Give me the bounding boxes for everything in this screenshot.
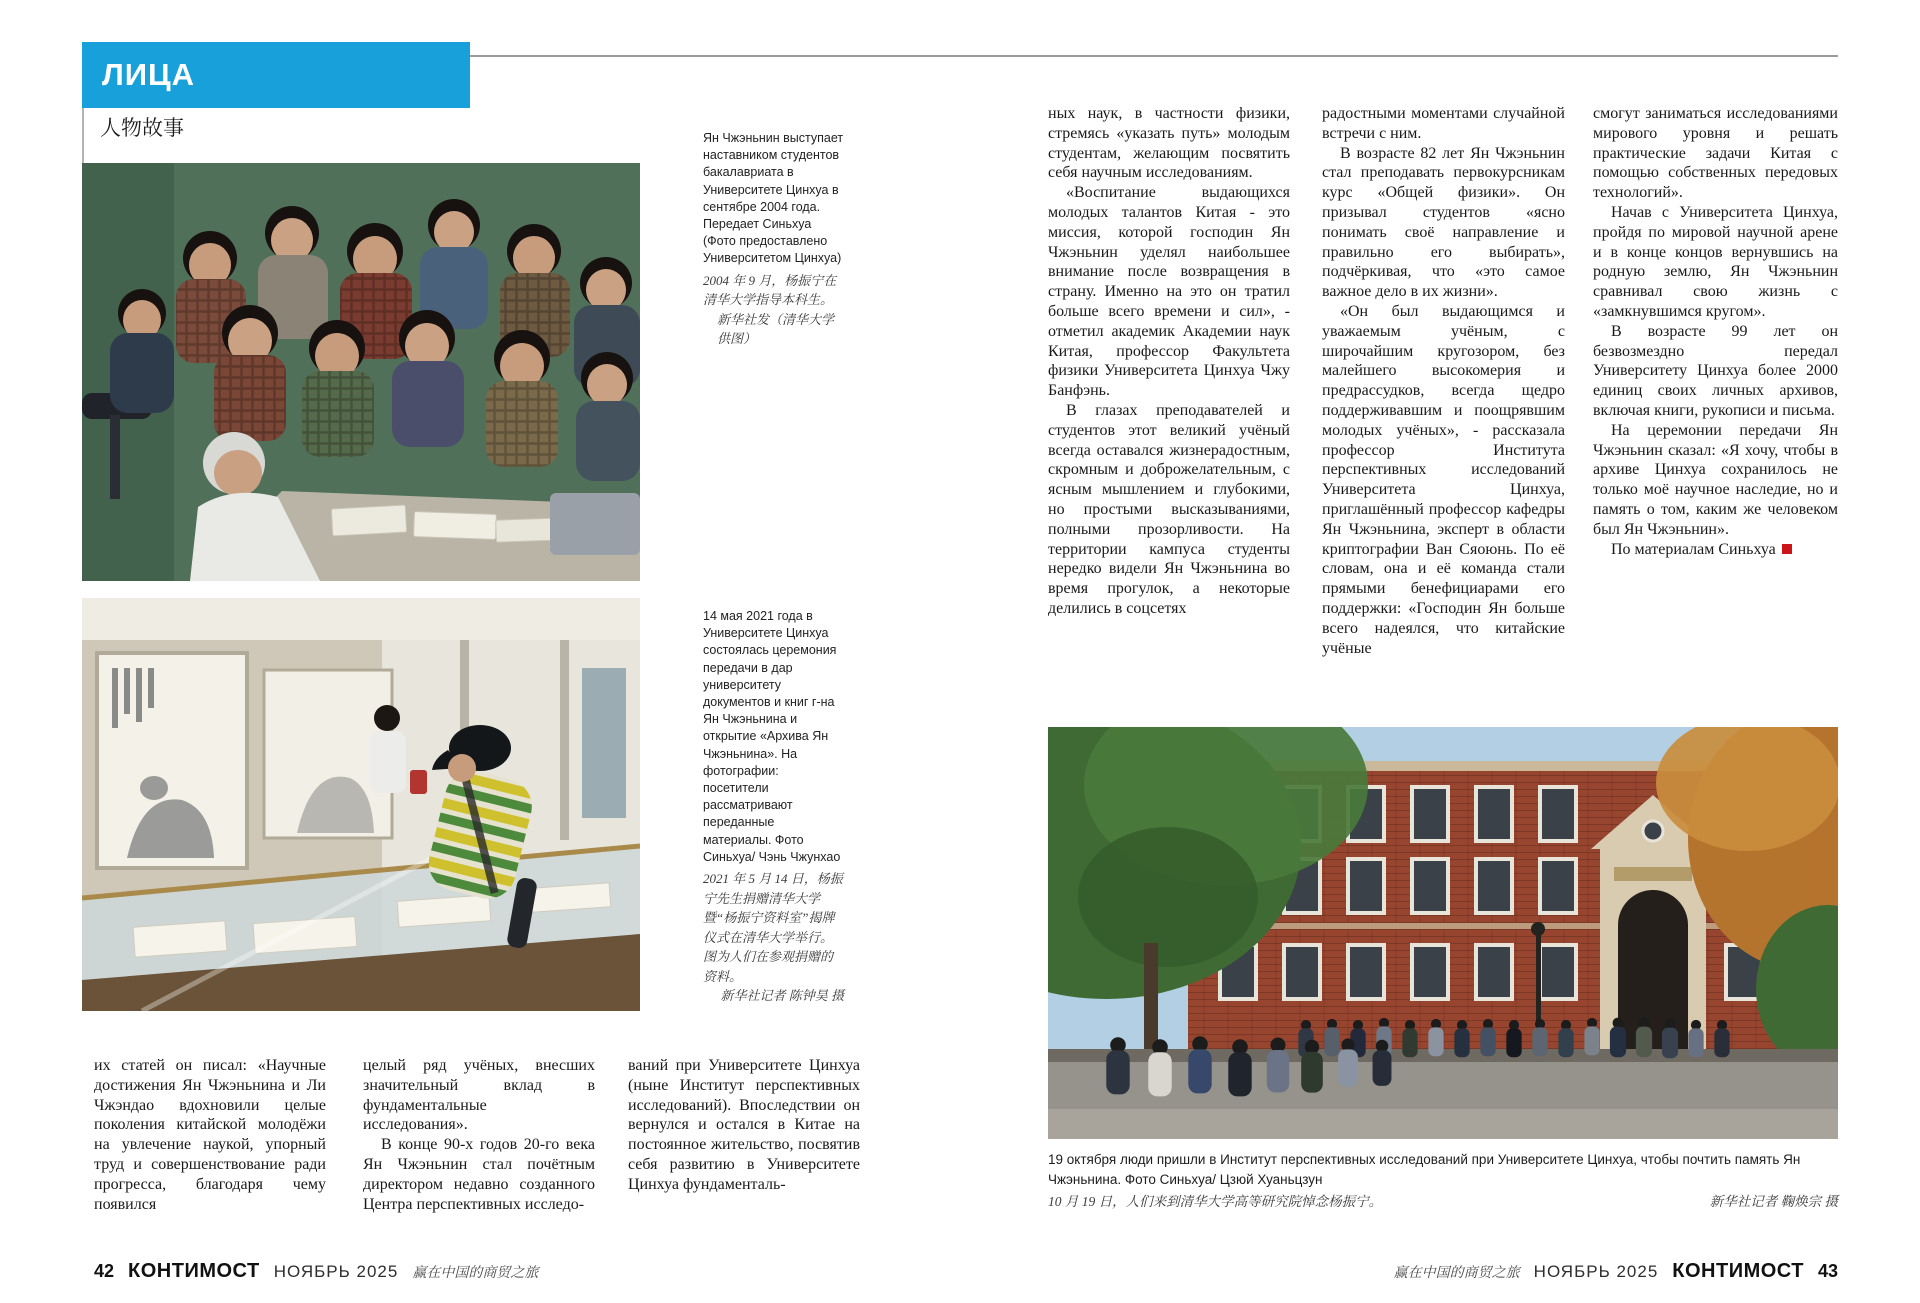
end-of-article-mark	[1782, 544, 1792, 554]
photo-students-classroom	[82, 163, 640, 581]
footer-left	[94, 1260, 538, 1283]
paragraph: смогут заниматься исследованиями мирового уровня и решать практические задачи Китая с помощью собственных передовых технологий».	[1593, 105, 1838, 202]
paragraph: В конце 90-х годов 20-го века Ян Чжэньнин стал почётным директором недавно созданного Центра перспективных исследо-	[363, 1136, 595, 1213]
article-column-1	[1048, 104, 1290, 619]
paragraph: На церемонии передачи Ян Чжэньнин сказал: «Я хочу, чтобы в архиве Цинхуа сохранилось не только моё научное наследие, но и память о том, каким же человеком был Ян Чжэньнин».	[1593, 421, 1838, 538]
tagline-zh: 赢在中国的商贸之旅	[412, 1266, 539, 1281]
paragraph: «Он был выдающимся и уважаемым учёным, с широчайшим кругозором, без малейшего высокомерия и предрассудков, всегда щедро поддерживавшим и поощрявшим молодых учёных», - рассказала профессор Института перспективных исследований Университета Цинхуа, приглашённый профессор кафедры Ян Чжэньнина, эксперт в области криптографии Ван Сяоюнь. По её словам, она и её команда стали прямыми бенефициарами его поддержки: «Господин Ян больше всего надеялся, что китайские учёные	[1322, 302, 1565, 657]
footer-right	[1394, 1260, 1838, 1283]
section-subtitle-zh: 人物故事	[100, 117, 184, 140]
left-column-1	[94, 1056, 326, 1214]
subtitle-rule	[82, 108, 84, 166]
byline-text: По материалам Синьхуа	[1611, 540, 1776, 558]
paragraph: Начав с Университета Цинхуа, пройдя по мировой научной арене и в конце концов вернувшись на родную землю, Ян Чжэньнин сравнивал свою жизнь с «замкнувшимся кругом».	[1593, 203, 1838, 320]
photo-archive-exhibition	[82, 598, 640, 1011]
caption-1-credit: 新华社发（清华大学供图）	[717, 311, 835, 347]
top-rule	[470, 55, 1838, 57]
caption-2-zh: 2021 年 5 月 14 日，杨振宁先生捐赠清华大学暨“杨振宁资料室”揭牌仪式在清华大学举行。图为人们在参观捐赠的资料。	[703, 871, 843, 984]
caption-1-zh: 2004 年 9 月，杨振宁在清华大学指导本科生。	[703, 272, 837, 308]
page-number-left: 42	[94, 1261, 115, 1281]
photo-institute-building	[1048, 727, 1838, 1139]
paragraph: В возрасте 99 лет он безвозмездно передал Университету Цинхуа более 2000 единиц своих личных архивов, включая книги, рукописи и письма.	[1593, 322, 1838, 419]
caption-3-credit: 新华社记者 鞠焕宗 摄	[1709, 1194, 1838, 1209]
issue-label: НОЯБРЬ 2025	[1533, 1262, 1659, 1281]
paragraph: ваний при Университете Цинхуа (ныне Институт перспективных исследований). Впоследствии он вернулся и остался в Китае на постоянное жительство, посвятив себя развитию в Университете Цинхуа фундаменталь-	[628, 1057, 860, 1193]
caption-photo-1	[703, 130, 844, 349]
caption-3-ru: 19 октября люди пришли в Институт перспективных исследований при Университете Цинхуа, чтобы почтить память Ян Чжэньнина. Фото Синьхуа/ Цзюй Хуаньцзун	[1048, 1152, 1801, 1187]
paragraph: целый ряд учёных, внесших значительный вклад в фундаментальные исследования».	[363, 1057, 595, 1134]
caption-2-credit: 新华社记者 陈钟昊 摄	[720, 988, 844, 1004]
paragraph: их статей он писал: «Научные достижения Ян Чжэньнина и Ли Чжэндао вдохновили целые поколения китайской молодёжи на увлечение наукой, упорный труд и совершенствование ради прогресса, благодаря чему появился	[94, 1057, 326, 1213]
caption-photo-3	[1048, 1150, 1838, 1213]
caption-2-ru: 14 мая 2021 года в Университете Цинхуа состоялась церемония передачи в дар университету документов и книг г-на Ян Чжэньнина и открытие «Архива Ян Чжэньнина». На фотографии: посетители рассматривают переданные материалы. Фото Синьхуа/ Чэнь Чжунхао	[703, 609, 841, 864]
caption-photo-2	[703, 608, 844, 1006]
article-column-3	[1593, 104, 1838, 559]
paragraph: «Воспитание выдающихся молодых талантов Китая - это миссия, которой господин Ян Чжэньнин уделял наибольшее внимание после возвращения в страну. Именно на это он тратил больше всего времени и сил», - отметил академик Академии наук Китая, профессор Факультета физики Университета Цинхуа Чжу Банфэнь.	[1048, 184, 1290, 400]
section-header: ЛИЦА	[82, 42, 470, 108]
magazine-brand: КОНТИМОСТ	[128, 1260, 260, 1282]
caption-1-ru: Ян Чжэньнин выступает наставником студентов бакалавриата в Университете Цинхуа в сентябре 2004 года. Передает Синьхуа (Фото предоставлено Университетом Цинхуа)	[703, 131, 844, 266]
left-column-2	[363, 1056, 595, 1214]
caption-3-zh: 10 月 19 日，人们来到清华大学高等研究院悼念杨振宁。	[1048, 1194, 1383, 1209]
magazine-brand: КОНТИМОСТ	[1672, 1260, 1804, 1282]
tagline-zh: 赢在中国的商贸之旅	[1393, 1266, 1520, 1281]
paragraph: ных наук, в частности физики, стремясь «указать путь» молодым студентам, желающим посвятить себя научным исследованиям.	[1048, 105, 1290, 182]
article-byline	[1593, 540, 1838, 560]
page-number-right: 43	[1817, 1261, 1838, 1281]
article-column-2	[1322, 104, 1565, 658]
paragraph: В глазах преподавателей и студентов этот великий учёный всегда оставался жизнерадостным, скромным и доброжелательным, с ясным мышлением и глубокими, но простыми высказываниями, полными прозорливости. На территории кампуса студенты нередко видели Ян Чжэньнина во время прогулок, а некоторые делились в соцсетях	[1048, 401, 1290, 617]
paragraph: В возрасте 82 лет Ян Чжэньнин стал преподавать первокурсникам курс «Общей физики». Он призывал студентов «ясно понимать своё направление и правильно его выбирать», подчёркивая, что «это самое важное дело в их жизни».	[1322, 144, 1565, 301]
issue-label: НОЯБРЬ 2025	[273, 1262, 399, 1281]
paragraph: радостными моментами случайной встречи с ним.	[1322, 105, 1565, 142]
left-column-3	[628, 1056, 860, 1195]
